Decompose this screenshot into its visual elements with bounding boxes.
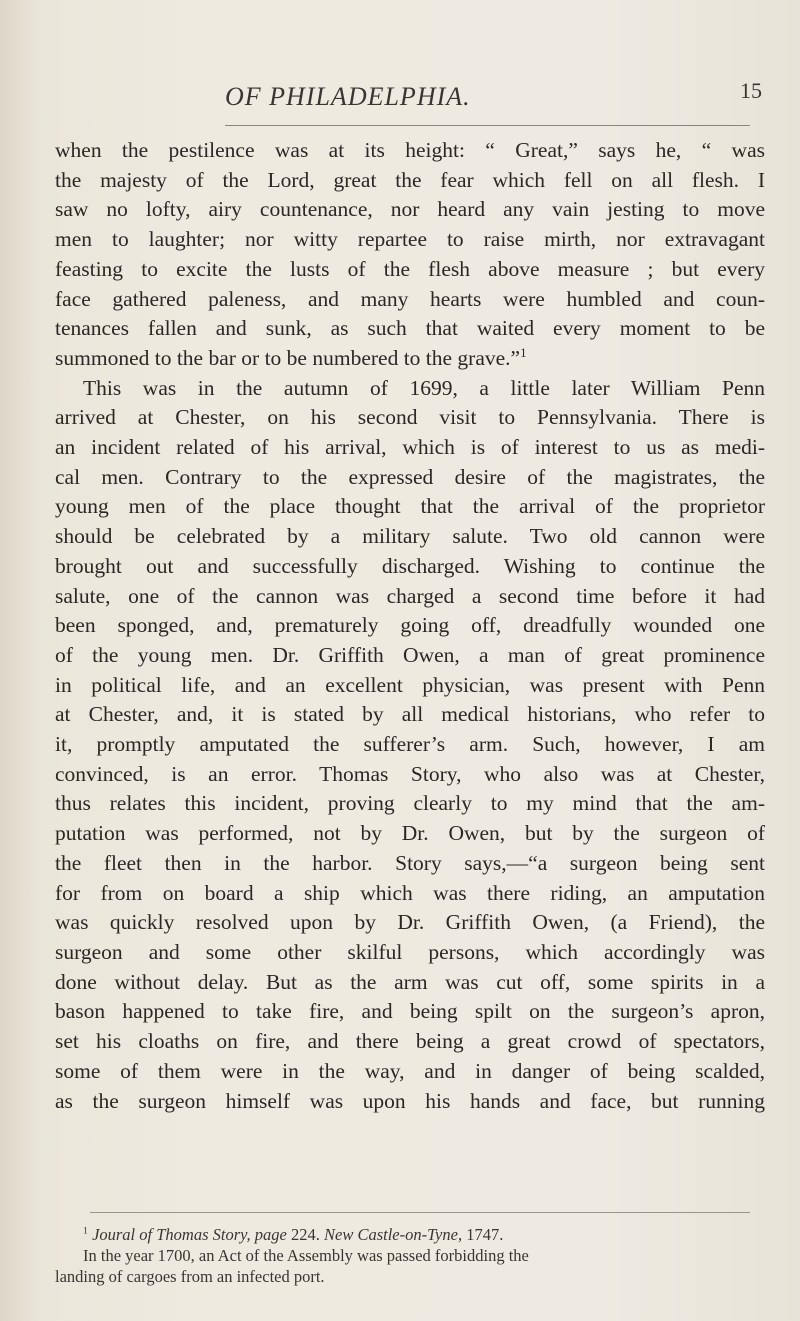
text-line: young men of the place thought that the arrival of the proprietor: [55, 494, 765, 519]
text-line: it, promptly amputated the sufferer’s arm. Such, however, I am: [55, 732, 765, 757]
page-number: 15: [740, 78, 762, 103]
text-line: feasting to excite the lusts of the flesh above measure ; but every: [55, 256, 765, 281]
text-line: arrived at Chester, on his second visit to Pennsylvania. There is: [55, 405, 765, 430]
text-line: saw no lofty, airy countenance, nor heard any vain jesting to move: [55, 197, 765, 222]
text-line: been sponged, and, prematurely going off, dreadfully wounded one: [55, 613, 765, 638]
footnote-number: 1: [83, 1225, 88, 1237]
text-line: done without delay. But as the arm was cut off, some spirits in a: [55, 969, 765, 994]
text-line: some of them were in the way, and in danger of being scalded,: [55, 1058, 765, 1083]
footnote-text-line: landing of cargoes from an infected port.: [55, 1267, 325, 1286]
text-line: at Chester, and, it is stated by all medical historians, who refer to: [55, 702, 765, 727]
text-line-with-footnote: [55, 344, 765, 374]
body-text: [55, 136, 765, 1116]
text-line: set his cloaths on fire, and there being a great crowd of spectators,: [55, 1029, 765, 1054]
header-rule: [225, 125, 750, 126]
text-line: summoned to the bar or to be numbered to the grave.”: [55, 345, 521, 370]
footnote-year: 1747.: [466, 1225, 504, 1244]
footnote-marker: 1: [520, 345, 527, 360]
footnote-source-title: Joural of Thomas Story, page: [92, 1225, 287, 1244]
text-line: putation was performed, not by Dr. Owen, but by the surgeon of: [55, 821, 765, 846]
text-line: should be celebrated by a military salute. Two old cannon were: [55, 524, 765, 549]
footnote-text-line: In the year 1700, an Act of the Assembly was passed forbidding the: [83, 1246, 529, 1265]
text-line: tenances fallen and sunk, as such that waited every moment to be: [55, 316, 765, 341]
text-line: brought out and successfully discharged. Wishing to continue the: [55, 553, 765, 578]
text-line: of the young men. Dr. Griffith Owen, a man of great prominence: [55, 642, 765, 667]
text-line: salute, one of the cannon was charged a second time before it had: [55, 583, 765, 608]
text-line: when the pestilence was at its height: “ Great,” says he, “ was: [55, 138, 765, 162]
text-line: in political life, and an excellent physician, was present with Penn: [55, 672, 765, 697]
running-title: OF PHILADELPHIA.: [225, 82, 471, 111]
text-line: surgeon and some other skilful persons, which accordingly was: [55, 939, 765, 964]
text-line: the majesty of the Lord, great the fear which fell on all flesh. I: [55, 167, 765, 192]
text-line: thus relates this incident, proving clearly to my mind that the am-: [55, 791, 765, 816]
paragraph-start-line: This was in the autumn of 1699, a little later William Penn: [83, 375, 765, 400]
text-line: for from on board a ship which was there riding, an amputation: [55, 880, 765, 905]
footnote-place: New Castle-on-Tyne,: [323, 1225, 463, 1244]
text-line: as the surgeon himself was upon his hands and face, but running: [55, 1088, 765, 1113]
footnotes: [55, 1224, 765, 1287]
text-line: cal men. Contrary to the expressed desire of the magistrates, the: [55, 464, 765, 489]
text-line: was quickly resolved upon by Dr. Griffith Owen, (a Friend), the: [55, 910, 765, 935]
text-line: bason happened to take fire, and being spilt on the surgeon’s apron,: [55, 999, 765, 1024]
text-line: face gathered paleness, and many hearts were humbled and coun-: [55, 286, 765, 311]
text-line: the fleet then in the harbor. Story says,—“a surgeon being sent: [55, 850, 765, 875]
text-line: an incident related of his arrival, which is of interest to us as medi-: [55, 435, 765, 460]
footnote-rule: [90, 1212, 750, 1213]
text-line: men to laughter; nor witty repartee to raise mirth, nor extravagant: [55, 227, 765, 252]
footnote-page: 224.: [290, 1225, 320, 1244]
text-line: convinced, is an error. Thomas Story, who also was at Chester,: [55, 761, 765, 786]
footnote-1: [55, 1224, 765, 1245]
